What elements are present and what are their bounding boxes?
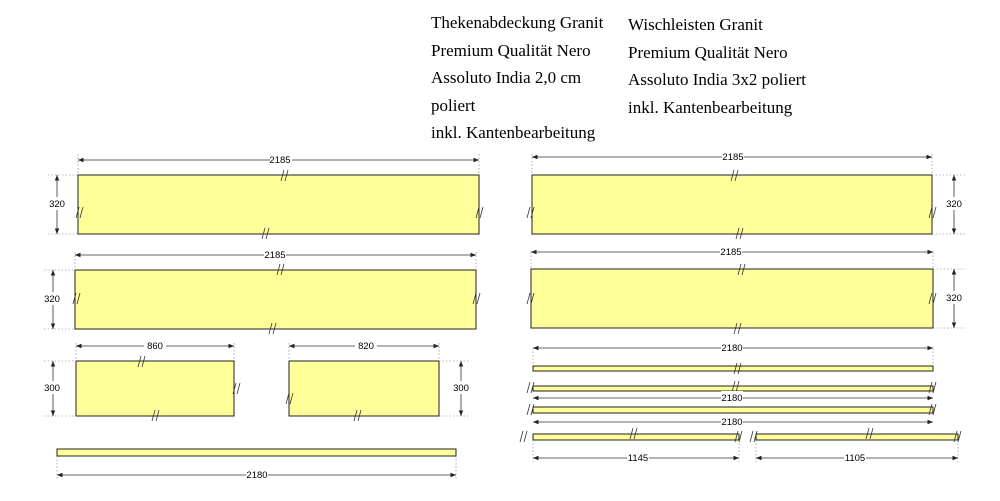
left-slab-3-height-label: 300	[44, 383, 60, 394]
right-strip-5	[750, 428, 961, 464]
left-strip	[57, 449, 456, 481]
right-strip-3	[527, 404, 936, 428]
title-left-line: poliert	[431, 95, 476, 115]
right-slab-1-height-label: 320	[946, 199, 962, 210]
left-slab-2-height-label: 320	[44, 294, 60, 305]
right-slab-2-width-label: 2185	[720, 247, 742, 258]
title-left-line: Premium Qualität Nero	[431, 40, 591, 60]
left-slab-3	[40, 339, 240, 421]
right-slab-2-height-label: 320	[946, 293, 962, 304]
left-slab-4-width-label: 820	[358, 341, 374, 352]
title-left-line: inkl. Kantenbearbeitung	[431, 123, 596, 142]
left-slab-2-width-label: 2185	[264, 250, 286, 261]
left-slab-1-width-label: 2185	[269, 155, 291, 166]
title-right-line: inkl. Kantenbearbeitung	[628, 97, 793, 117]
left-slab-1-height-label: 320	[49, 199, 65, 210]
left-slab-1	[44, 153, 483, 239]
right-strip-4	[520, 428, 742, 464]
title-right-line: Assoluto India 3x2 poliert	[628, 70, 807, 89]
right-strip-2	[527, 381, 936, 404]
left-slab-4-height-label: 300	[453, 383, 469, 394]
right-strip-2-width-label: 2180	[721, 393, 743, 404]
left-slab-3-width-label: 860	[147, 341, 163, 352]
title-left-line: Assoluto India 2,0 cm	[431, 68, 582, 87]
left-strip-width-label: 2180	[246, 470, 268, 481]
right-strip-1-width-label: 2180	[721, 343, 743, 354]
title-left-line: Thekenabdeckung Granit	[431, 13, 604, 32]
right-strip-1	[533, 341, 933, 374]
title-right-line: Premium Qualität Nero	[628, 42, 788, 62]
right-strip-5-width-label: 1105	[844, 453, 866, 464]
right-slab-2	[527, 245, 966, 334]
title-right-line: Wischleisten Granit	[628, 15, 763, 34]
left-slab-2	[40, 248, 480, 334]
right-slab-1-width-label: 2185	[722, 152, 744, 163]
right-strip-3-width-label: 2180	[721, 417, 743, 428]
right-strip-4-width-label: 1145	[627, 453, 649, 464]
right-slab-1	[527, 150, 966, 239]
left-slab-4	[286, 339, 473, 421]
